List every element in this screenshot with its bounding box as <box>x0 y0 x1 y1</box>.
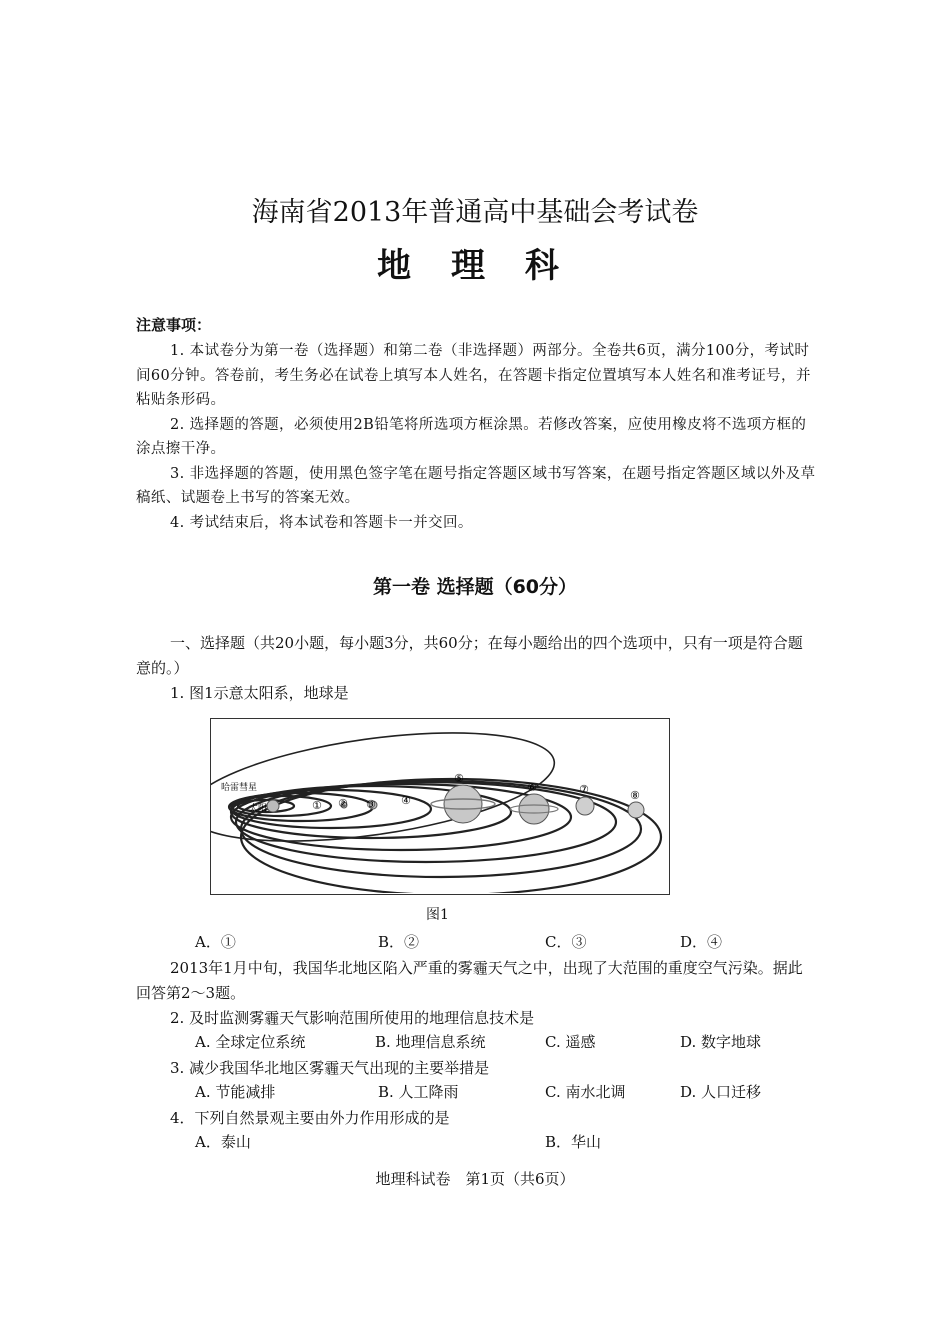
q2-option-a: A. 全球定位系统 <box>195 1033 306 1051</box>
subject-title: 地 理 科 <box>377 246 573 286</box>
planet-mark-1: ① <box>312 799 322 812</box>
exam-title: 海南省2013年普通高中基础会考试卷 <box>251 197 699 228</box>
planet-mark-5: ⑤ <box>454 772 464 785</box>
q2-option-d: D. 数字地球 <box>680 1033 762 1051</box>
planet-mark-2: ② <box>338 797 348 810</box>
q1-stem: 1. 图1示意太阳系，地球是 <box>170 684 349 702</box>
q3-option-d: D. 人口迁移 <box>680 1083 762 1101</box>
q2-block <box>136 1006 816 1031</box>
q3-option-c: C. 南水北调 <box>545 1083 626 1101</box>
q4-stem: 4．下列自然景观主要由外力作用形成的是 <box>170 1109 450 1127</box>
comet-label: 哈雷彗星 <box>221 783 258 793</box>
q4-option-a: A．泰山 <box>195 1133 251 1151</box>
q4-option-b: B．华山 <box>545 1133 602 1151</box>
q2-stem: 2. 及时监测雾霾天气影响范围所使用的地理信息技术是 <box>170 1009 535 1027</box>
q3-block <box>136 1056 816 1081</box>
q1-option-a: A．① <box>195 933 236 951</box>
q2-option-b: B. 地理信息系统 <box>375 1033 486 1051</box>
planet-mark-7: ⑦ <box>579 783 589 796</box>
q1-option-b: B．② <box>378 933 420 951</box>
notice-item-1: 1. 本试卷分为第一卷（选择题）和第二卷（非选择题）两部分。全卷共6页，满分100分，考试时间60分钟。答卷前，考生务必在试卷上填写本人姓名，在答题卡指定位置填写本人姓名和准考证号，并粘贴条形码。 <box>136 343 811 408</box>
q3-option-b: B. 人工降雨 <box>378 1083 459 1101</box>
page-footer: 地理科试卷 第1页（共6页） <box>375 1170 575 1188</box>
q3-stem: 3. 减少我国华北地区雾霾天气出现的主要举措是 <box>170 1059 490 1077</box>
sun-label: 太阳 <box>249 804 268 814</box>
passage-text: 2013年1月中旬，我国华北地区陷入严重的雾霾天气之中，出现了大范围的重度空气污染。据此回答第2～3题。 <box>136 959 803 1002</box>
passage-block <box>136 956 816 1006</box>
planet-mark-4: ④ <box>401 794 411 807</box>
q2-option-c: C. 遥感 <box>545 1033 596 1051</box>
notice-item-3: 3. 非选择题的答题，使用黑色签字笔在题号指定答题区域书写答案，在题号指定答题区域以外及草稿纸、试题卷上书写的答案无效。 <box>136 465 816 506</box>
notice-item-2: 2. 选择题的答题，必须使用2B铅笔将所选项方框涂黑。若修改答案，应使用橡皮将不选项方框的涂点擦干净。 <box>136 416 807 457</box>
solar-system-diagram <box>211 719 668 893</box>
figure-caption: 图1 <box>426 907 449 923</box>
section-instructions-block <box>136 631 816 706</box>
planet-mark-3: ③ <box>366 798 376 811</box>
notice-heading: 注意事项： <box>136 316 212 334</box>
q4-block <box>136 1106 816 1131</box>
q3-option-a: A. 节能减排 <box>195 1083 276 1101</box>
planet-mark-8: ⑧ <box>630 789 640 802</box>
q1-option-d: D．④ <box>680 933 723 951</box>
solar-system-figure <box>210 718 670 895</box>
notice-item-4: 4. 考试结束后，将本试卷和答题卡一并交回。 <box>170 514 473 531</box>
planet-mark-6: ⑥ <box>527 781 537 794</box>
section-instructions: 一、选择题（共20小题，每小题3分，共60分；在每小题给出的四个选项中，只有一项是符合题意的。） <box>136 634 803 677</box>
q1-option-c: C．③ <box>545 933 587 951</box>
section-heading: 第一卷 选择题（60分） <box>372 576 578 598</box>
notice-list <box>136 339 816 535</box>
